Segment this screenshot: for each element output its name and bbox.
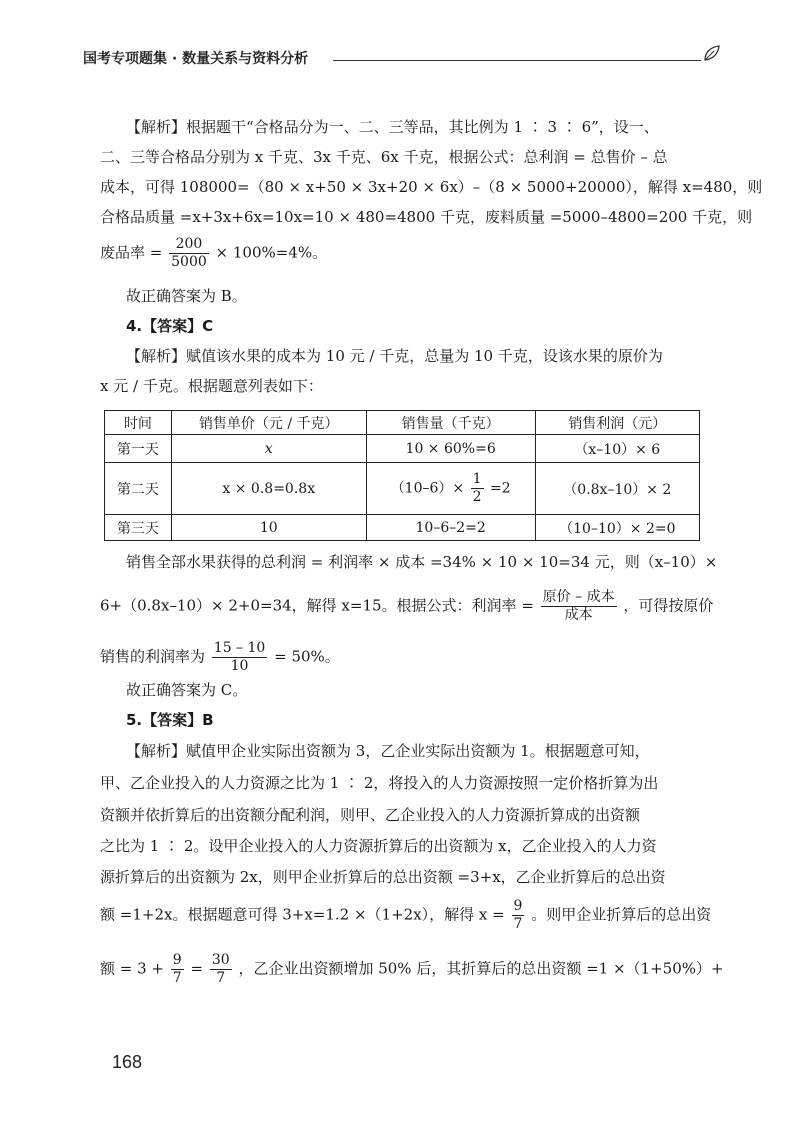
table-header-cell: 销售利润（元） <box>535 411 699 435</box>
fraction-30-7: $\frac{30}{7}$ <box>211 952 230 986</box>
q5-analysis-line-4: 之比为 1 ∶ 2。设甲企业投入的人力资源折算后的出资额为 x，乙企业投入的人力资 <box>100 837 657 855</box>
page-number: 168 <box>112 1052 143 1072</box>
header-rule <box>333 60 701 61</box>
table-header-cell: 销售量（千克） <box>366 411 535 435</box>
q5-analysis-line-5: 源折算后的出资额为 2x，则甲企业折算后的总出资额 =3+x，乙企业折算后的总出资 <box>100 868 666 886</box>
table-row <box>105 515 700 541</box>
q5-analysis-line-7: 额 = 3 + $\frac{9}{7}$ = $\frac{30}{7}$ ，乙企业出资额增加 50% 后，其折算后的总出资额 =1 ×（1+50%）+ <box>100 952 724 986</box>
table-header-row <box>105 411 700 435</box>
table-cell: x × 0.8=0.8x <box>171 463 366 515</box>
table-row <box>105 435 700 463</box>
running-header-title: 国考专项题集 · 数量关系与资料分析 <box>83 51 309 67</box>
fraction-one-half: $\frac{1}{2}$ <box>472 471 482 505</box>
q3-analysis-line-2: 二、三等合格品分别为 x 千克、3x 千克、6x 千克，根据公式：总利润 = 总售价 – 总 <box>100 148 668 166</box>
q5-answer-label: 5.【答案】B <box>126 711 214 729</box>
table-cell: 10 × 60%=6 <box>366 435 535 463</box>
q4-analysis-line-2: x 元 / 千克。根据题意列表如下： <box>100 377 323 395</box>
q3-conclusion: 故正确答案为 B。 <box>126 287 247 305</box>
table-header-cell: 销售单价（元 / 千克） <box>171 411 366 435</box>
q3-analysis-line-1: 【解析】根据题干“合格品分为一、二、三等品，其比例为 1 ∶ 3 ∶ 6”，设一、 <box>126 118 659 136</box>
table-row <box>105 463 700 515</box>
fraction-15-minus-10: $\frac{15 - 10}{10}$ <box>213 640 266 674</box>
table-cell: x <box>171 435 366 463</box>
q4-analysis-line-3: 销售全部水果获得的总利润 = 利润率 × 成本 =34% × 10 × 10=34 元，则（x–10）× <box>126 553 718 571</box>
q5-analysis-line-6: 额 =1+2x。根据题意可得 3+x=1.2 ×（1+2x），解得 x = $\frac{9}{7}$ 。则甲企业折算后的总出资 <box>100 898 712 932</box>
table-cell: 第三天 <box>105 515 172 541</box>
fraction-9-7-b: $\frac{9}{7}$ <box>172 952 182 986</box>
q3-analysis-line-5: 废品率 = $\frac{200}{5000}$ × 100%=4%。 <box>100 236 328 270</box>
table-cell: 第二天 <box>105 463 172 515</box>
sales-table <box>104 410 700 541</box>
table-cell: （0.8x–10）× 2 <box>535 463 699 515</box>
table-cell: （10–10）× 2=0 <box>535 515 699 541</box>
q4-conclusion: 故正确答案为 C。 <box>126 681 248 699</box>
q5-analysis-line-3: 资额并依折算后的出资额分配利润，则甲、乙企业投入的人力资源折算成的出资额 <box>100 806 641 824</box>
fraction-200-5000: $\frac{200}{5000}$ <box>171 236 207 270</box>
q4-analysis-line-5: 销售的利润率为 $\frac{15 - 10}{10}$ = 50%。 <box>100 640 340 674</box>
leaf-icon <box>701 42 723 64</box>
table-cell: （x–10）× 6 <box>535 435 699 463</box>
running-header <box>83 48 723 70</box>
q3-analysis-line-3: 成本，可得 108000=（80 × x+50 × 3x+20 × 6x）–（8 × 5000+20000），解得 x=480，则 <box>100 178 763 196</box>
table-cell: （10–6）× $\frac{1}{2}$ =2 <box>366 463 535 515</box>
table-cell: 第一天 <box>105 435 172 463</box>
table-cell: 10–6–2=2 <box>366 515 535 541</box>
q4-analysis-line-4: 6+（0.8x–10）× 2+0=34，解得 x=15。根据公式：利润率 = $\frac{\text{原价 – 成本}}{\text{成本}}$ ，可得按原价 <box>100 589 714 623</box>
q5-analysis-line-1: 【解析】赋值甲企业实际出资额为 3，乙企业实际出资额为 1。根据题意可知， <box>126 742 650 760</box>
table-cell: 10 <box>171 515 366 541</box>
q4-analysis-line-1: 【解析】赋值该水果的成本为 10 元 / 千克，总量为 10 千克，设该水果的原价为 <box>126 347 663 365</box>
fraction-9-7: $\frac{9}{7}$ <box>513 898 523 932</box>
table-header-cell: 时间 <box>105 411 172 435</box>
fraction-profit-rate: $\frac{\text{原价 – 成本}}{\text{成本}}$ <box>542 589 615 623</box>
q5-analysis-line-2: 甲、乙企业投入的人力资源之比为 1 ∶ 2，将投入的人力资源按照一定价格折算为出 <box>100 774 659 792</box>
q4-answer-label: 4.【答案】C <box>126 317 214 335</box>
q3-analysis-line-4: 合格品质量 =x+3x+6x=10x=10 × 480=4800 千克，废料质量 =5000–4800=200 千克，则 <box>100 208 753 226</box>
